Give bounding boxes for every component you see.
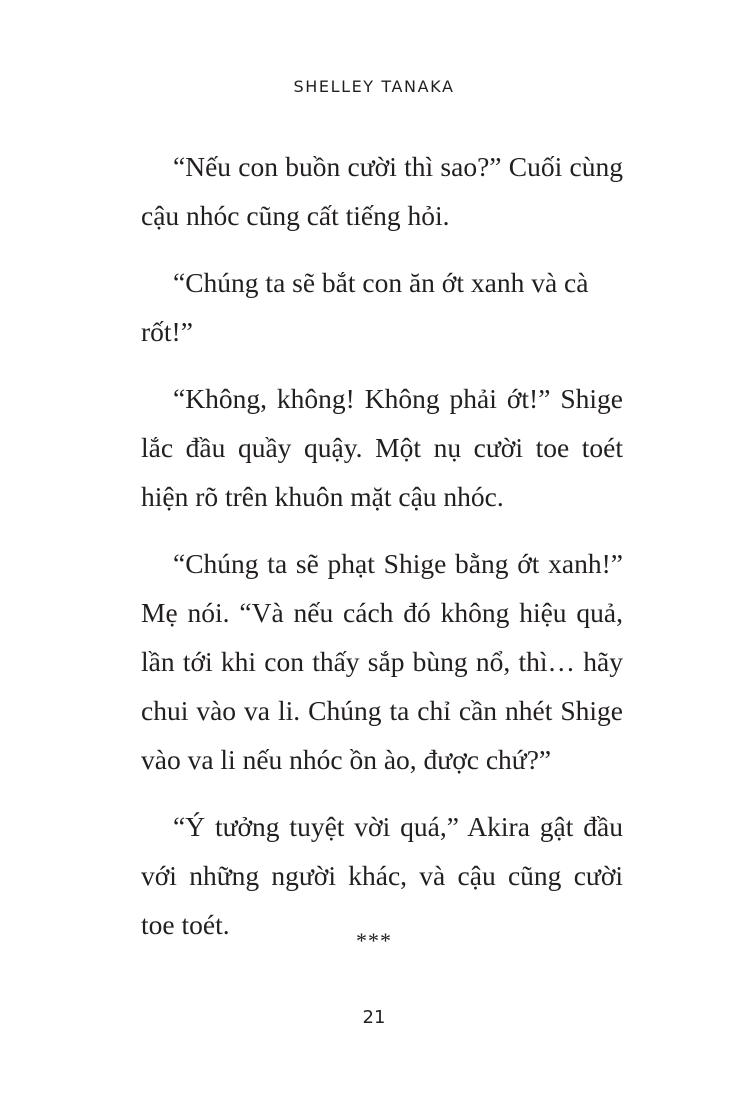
paragraph-4: “Chúng ta sẽ phạt Shige bằng ớt xanh!” Mẹ nói. “Và nếu cách đó không hiệu quả, lần tới khi con thấy sắp bùng nổ, thì… hãy chui vào va li. Chúng ta chỉ cần nhét Shige vào va li nếu nhóc ồn ào, được chứ?” — [141, 548, 623, 775]
paragraph-5: “Ý tưởng tuyệt vời quá,” Akira gật đầu với những người khác, và cậu cũng cười toe toét. — [141, 811, 623, 940]
paragraph-3: “Không, không! Không phải ớt!” Shige lắc đầu quầy quậy. Một nụ cười toe toét hiện rõ trên khuôn mặt cậu nhóc. — [141, 383, 623, 512]
paragraph-2: “Chúng ta sẽ bắt con ăn ớt xanh và cà rốt!” — [141, 267, 589, 347]
page-number: 21 — [362, 1007, 386, 1028]
body-text — [141, 142, 623, 967]
section-separator: *** — [356, 928, 392, 953]
running-head: SHELLEY TANAKA — [293, 77, 455, 96]
paragraph-1: “Nếu con buồn cười thì sao?” Cuối cùng cậu nhóc cũng cất tiếng hỏi. — [141, 151, 623, 231]
